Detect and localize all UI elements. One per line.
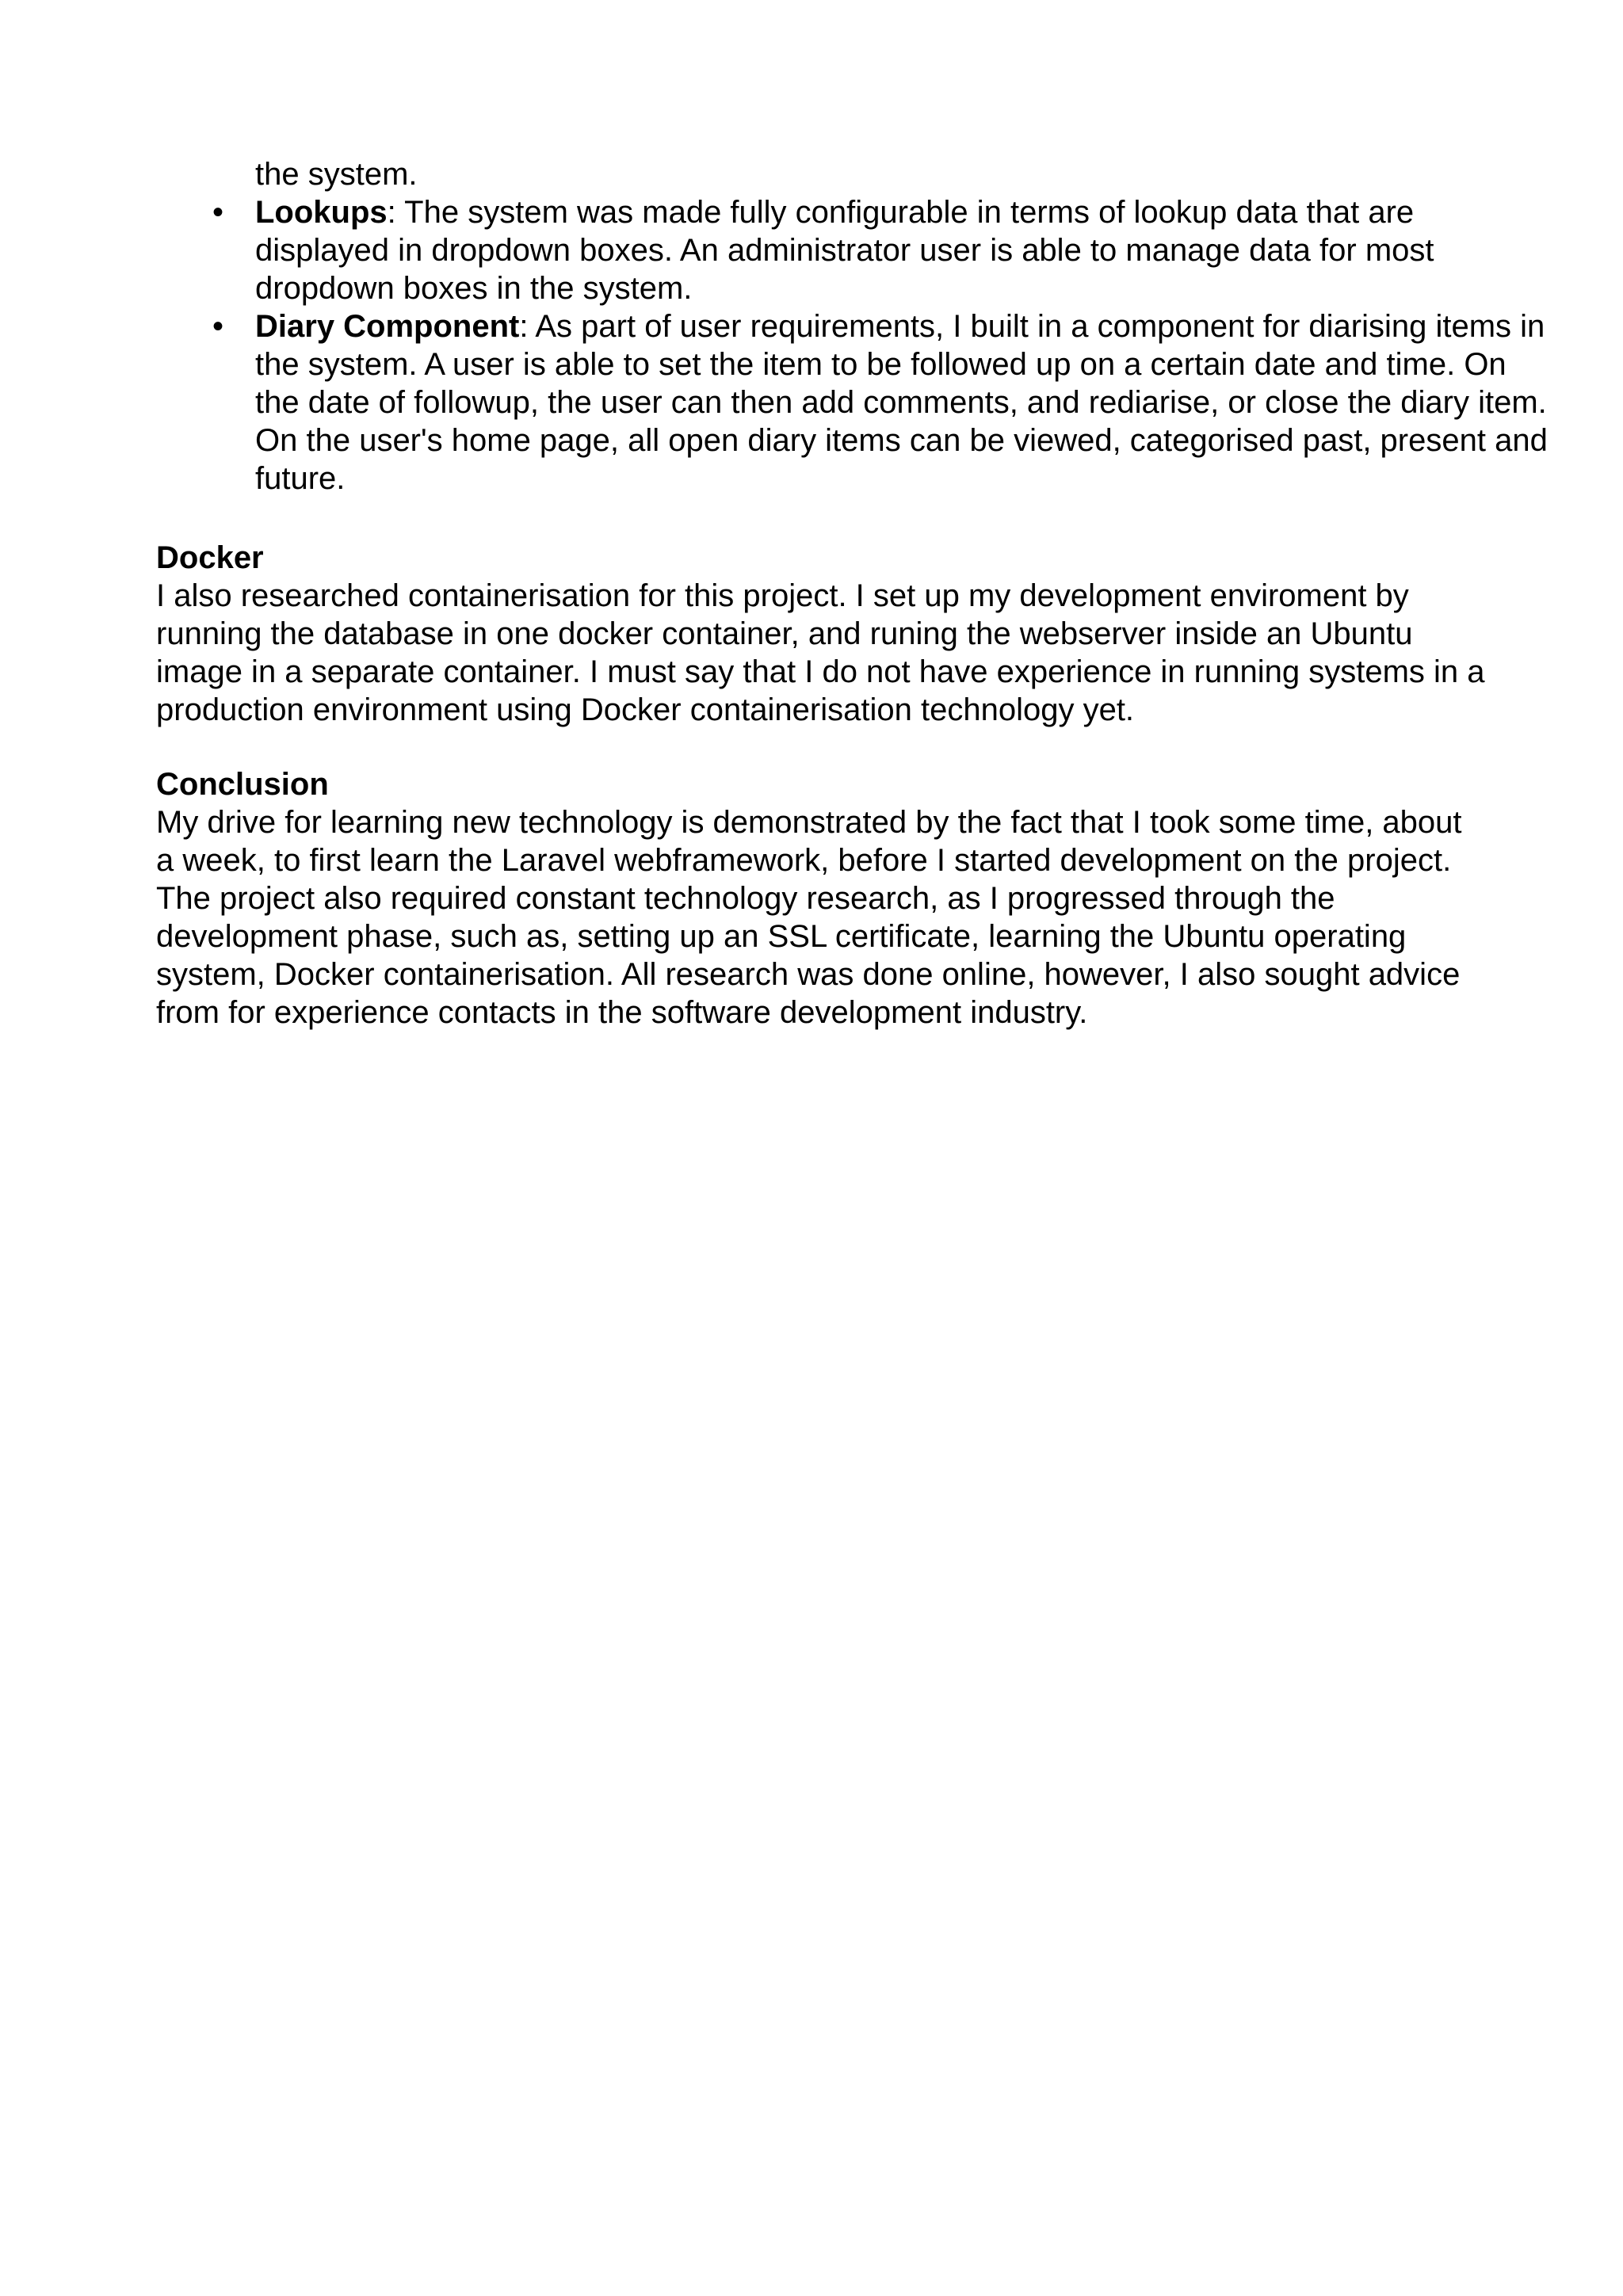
conclusion-section xyxy=(156,765,1487,1032)
bullet-term: Diary Component xyxy=(255,309,520,344)
bullet-text: : As part of user requirements, I built in a component for diarising items in the system. A user is able to set the item to be followed up on a certain date and time. On the date of followup, the user can then add comments, and rediarise, or close the diary item. On the user's home page, all open diary items can be viewed, categorised past, present and future. xyxy=(255,309,1548,496)
bullet-item-lookups xyxy=(0,193,1555,307)
bullet-icon: • xyxy=(212,195,223,230)
conclusion-paragraph: My drive for learning new technology is demonstrated by the fact that I took some time, about a week, to first learn the Laravel webframework, before I started development on the project. The project also required constant technology research, as I progressed through the development phase, such as, setting up an SSL certificate, learning the Ubuntu operating system, Docker containerisation. All research was done online, however, I also sought advice from for experience contacts in the software development industry. xyxy=(156,805,1462,1030)
conclusion-heading: Conclusion xyxy=(156,767,329,802)
docker-paragraph: I also researched containerisation for this project. I set up my development enviroment by running the database in one docker container, and runing the webserver inside an Ubuntu image in a separate container. I must say that I do not have experience in running systems in a production environment using Docker containerisation technology yet. xyxy=(156,578,1485,727)
feature-bullet-list xyxy=(0,193,1623,498)
bullet-item-diary-component xyxy=(0,307,1555,498)
bullet-icon: • xyxy=(212,309,223,344)
docker-heading: Docker xyxy=(156,540,264,575)
bullet-text: : The system was made fully configurable in terms of lookup data that are displayed in dropdown boxes. An administrator user is able to manage data for most dropdown boxes in the system. xyxy=(255,195,1434,306)
docker-section xyxy=(156,539,1487,729)
bullet-term: Lookups xyxy=(255,195,388,230)
continuation-text: the system. xyxy=(255,157,418,192)
